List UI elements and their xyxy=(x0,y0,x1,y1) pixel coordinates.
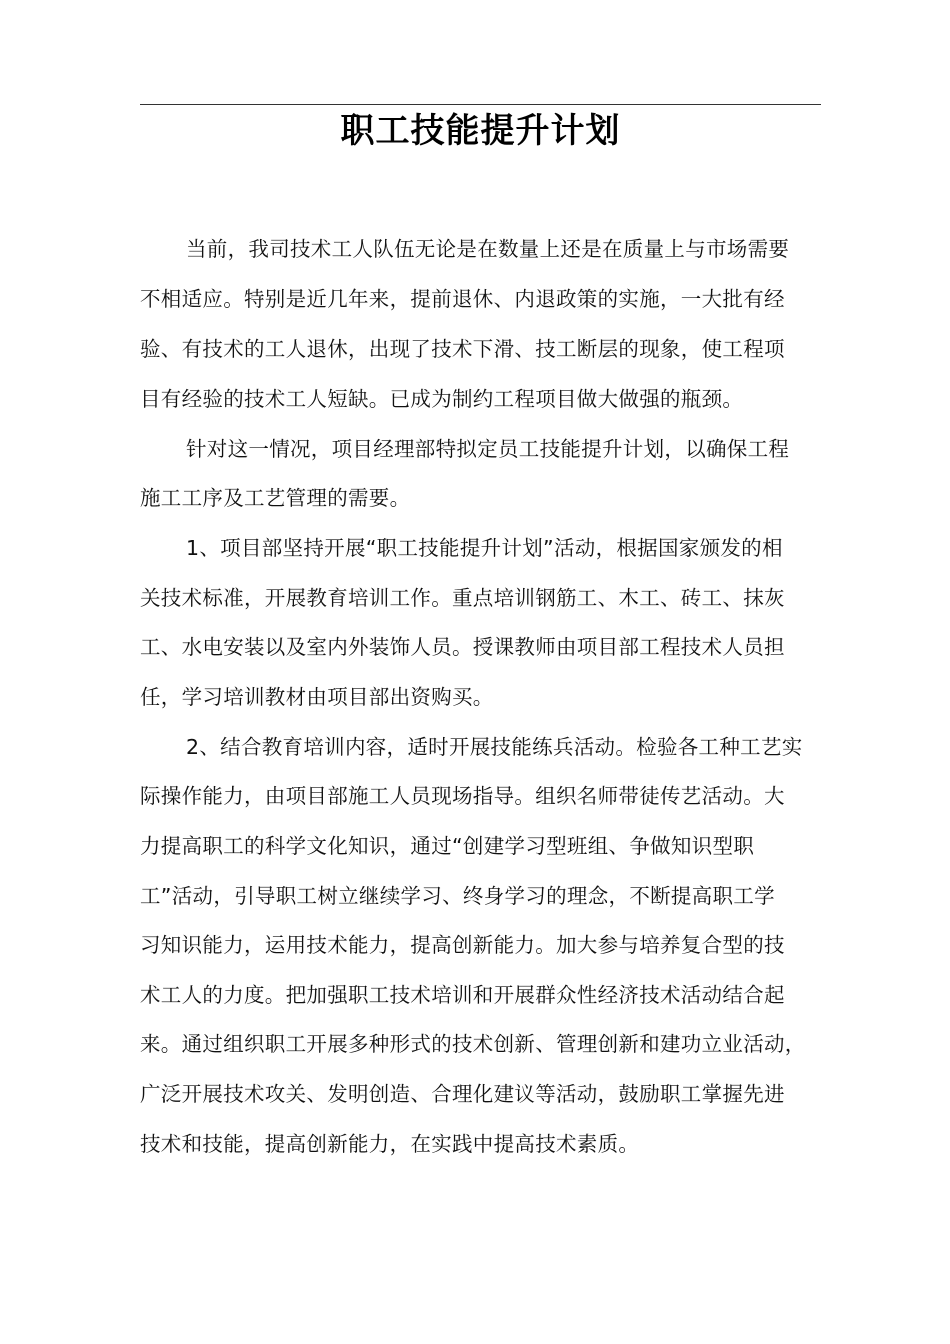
paragraph-4-line-1: 2、结合教育培训内容，适时开展技能练兵活动。检验各工种工艺实 xyxy=(186,735,803,759)
paragraph-4-line-8: 广泛开展技术攻关、发明创造、合理化建议等活动，鼓励职工掌握先进 xyxy=(140,1082,785,1106)
paragraph-1-line-3: 验、有技术的工人退休，出现了技术下滑、技工断层的现象，使工程项 xyxy=(140,337,785,361)
paragraph-3-line-1: 1、项目部坚持开展“职工技能提升计划”活动，根据国家颁发的相 xyxy=(186,536,783,560)
paragraph-1-line-1: 当前，我司技术工人队伍无论是在数量上还是在质量上与市场需要 xyxy=(186,237,790,261)
paragraph-3-line-4: 任，学习培训教材由项目部出资购买。 xyxy=(140,685,494,709)
paragraph-4-line-3: 力提高职工的科学文化知识，通过“创建学习型班组、争做知识型职 xyxy=(140,834,755,858)
paragraph-4-line-2: 际操作能力，由项目部施工人员现场指导。组织名师带徒传艺活动。大 xyxy=(140,784,785,808)
paragraph-4-line-7: 来。通过组织职工开展多种形式的技术创新、管理创新和建功立业活动， xyxy=(140,1032,806,1056)
paragraph-3-line-2: 关技术标准，开展教育培训工作。重点培训钢筋工、木工、砖工、抹灰 xyxy=(140,586,785,610)
paragraph-4-line-5: 习知识能力，运用技术能力，提高创新能力。加大参与培养复合型的技 xyxy=(140,933,785,957)
paragraph-4-line-4: 工”活动，引导职工树立继续学习、终身学习的理念，不断提高职工学 xyxy=(140,884,775,908)
paragraph-1-line-4: 目有经验的技术工人短缺。已成为制约工程项目做大做强的瓶颈。 xyxy=(140,387,744,411)
paragraph-4-line-9: 技术和技能，提高创新能力，在实践中提高技术素质。 xyxy=(140,1132,640,1156)
paragraph-2-line-1: 针对这一情况，项目经理部特拟定员工技能提升计划，以确保工程 xyxy=(186,437,790,461)
paragraph-2-line-2: 施工工序及工艺管理的需要。 xyxy=(140,486,411,510)
paragraph-4-line-6: 术工人的力度。把加强职工技术培训和开展群众性经济技术活动结合起 xyxy=(140,983,785,1007)
header-rule xyxy=(140,104,821,105)
paragraph-3-line-3: 工、水电安装以及室内外装饰人员。授课教师由项目部工程技术人员担 xyxy=(140,635,785,659)
document-title: 职工技能提升计划 xyxy=(340,111,621,151)
paragraph-1-line-2: 不相适应。特别是近几年来，提前退休、内退政策的实施，一大批有经 xyxy=(140,287,785,311)
